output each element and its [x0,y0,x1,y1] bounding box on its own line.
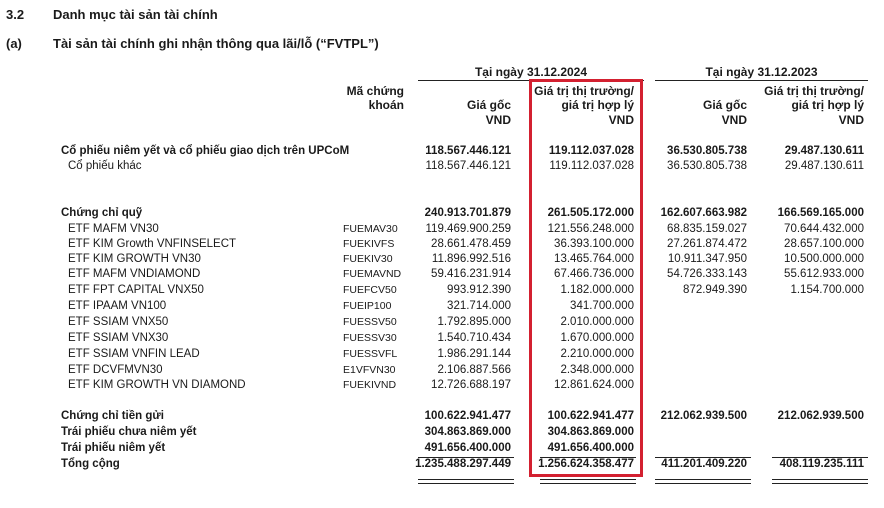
security-code: FUEMAV30 [343,223,398,235]
cost-2023: 54.726.333.143 [667,268,747,280]
cost-2024: 1.986.291.144 [437,348,511,360]
row-label: ETF DCVFMVN30 [68,364,163,376]
fair-value-2023: 1.154.700.000 [790,284,864,296]
cost-2024: 100.622.941.477 [424,410,511,422]
security-code: FUESSVFL [343,348,398,360]
cost-2024: 2.106.887.566 [437,364,511,376]
table-row-total [0,458,884,473]
row-label: ETF KIM GROWTH VN DIAMOND [68,379,246,391]
fair-value-2024: 119.112.037.028 [549,160,634,172]
table-row [0,364,884,379]
security-code: FUEIP100 [343,300,392,312]
fair-value-2024: 13.465.764.000 [554,253,634,265]
header-fv-2023-line1: Giá trị thị trường/ [764,84,864,98]
table-row [0,160,884,175]
table-row [0,238,884,253]
fair-value-2023: 10.500.000.000 [784,253,864,265]
security-code: FUEFCV50 [343,284,397,296]
cost-2024: 1.540.710.434 [437,332,511,344]
table-row [0,223,884,238]
row-label: ETF KIM Growth VNFINSELECT [68,238,237,250]
fair-value-2024: 261.505.172.000 [547,207,634,219]
row-label: Trái phiếu chưa niêm yết [61,426,197,438]
table-row [0,253,884,268]
cost-2024: 12.726.688.197 [431,379,511,391]
row-label: ETF MAFM VNDIAMOND [68,268,201,280]
table-row [0,426,884,441]
section-number: 3.2 [6,7,25,22]
fair-value-2023: 29.487.130.611 [784,145,864,157]
cost-2024: 1.792.895.000 [437,316,511,328]
row-label: ETF IPAAM VN100 [68,300,167,312]
fair-value-2024: 36.393.100.000 [554,238,634,250]
cost-2024: 304.863.869.000 [424,426,511,438]
section-title: Danh mục tài sản tài chính [53,7,218,22]
cost-2024: 240.913.701.879 [424,207,511,219]
fair-value-2023: 29.487.130.611 [784,160,864,172]
table-row [0,284,884,299]
fair-value-2024: 491.656.400.000 [547,442,634,454]
row-label: ETF SSIAM VNFIN LEAD [68,348,200,360]
cost-2023: 212.062.939.500 [660,410,747,422]
header-cost-2023-line2: VND [721,113,747,127]
cost-2024: 321.714.000 [447,300,511,312]
fair-value-2024: 100.622.941.477 [547,410,634,422]
cost-2023: 411.201.409.220 [661,458,747,470]
cost-2023: 27.261.874.472 [667,238,747,250]
fair-value-2023: 212.062.939.500 [777,410,864,422]
total-double-rule-fv-2023 [772,479,868,484]
row-label: Chứng chỉ tiền gửi [61,410,164,422]
cost-2024: 11.896.992.516 [431,253,511,265]
fair-value-2024: 304.863.869.000 [547,426,634,438]
cost-2024: 118.567.446.121 [425,145,511,157]
cost-2023: 872.949.390 [683,284,747,296]
fair-value-2024: 2.010.000.000 [560,316,634,328]
header-code-line2: khoán [368,98,404,112]
fair-value-2023: 408.119.235.111 [779,458,864,470]
security-code: FUEKIVFS [343,238,395,250]
row-label: ETF SSIAM VNX30 [68,332,169,344]
header-fv-2023-line3: VND [838,113,864,127]
table-row [0,145,884,160]
security-code: FUESSV50 [343,316,397,328]
fair-value-2023: 166.569.165.000 [777,207,864,219]
fair-value-2024: 119.112.037.028 [548,145,634,157]
header-date-2024: Tại ngày 31.12.2024 [474,65,588,79]
table-row [0,207,884,222]
total-double-rule-cost-2024 [418,479,514,484]
table-row [0,316,884,331]
security-code: FUEKIV30 [343,253,393,265]
table-row [0,410,884,425]
total-double-rule-cost-2023 [655,479,751,484]
cost-2023: 68.835.159.027 [667,223,747,235]
cost-2023: 10.911.347.950 [667,253,747,265]
security-code: E1VFVN30 [343,364,396,376]
header-cost-2023-line1: Giá gốc [702,98,747,112]
row-label: ETF KIM GROWTH VN30 [68,253,201,265]
table-row [0,268,884,283]
fair-value-2024: 12.861.624.000 [554,379,634,391]
fair-value-2024: 1.256.624.358.477 [538,458,634,470]
cost-2024: 118.567.446.121 [425,160,511,172]
fair-value-2024: 1.182.000.000 [560,284,634,296]
cost-2024: 993.912.390 [447,284,511,296]
fair-value-2024: 2.348.000.000 [560,364,634,376]
fair-value-2023: 28.657.100.000 [784,238,864,250]
header-date-2023: Tại ngày 31.12.2023 [705,65,818,79]
row-label: ETF MAFM VN30 [68,223,159,235]
table-row [0,348,884,363]
cost-2023: 36.530.805.738 [667,160,747,172]
header-cost-2024-line2: VND [485,113,511,127]
table-row [0,379,884,394]
security-code: FUEMAVND [343,268,402,280]
header-fv-2024-line3: VND [608,113,634,127]
fair-value-2024: 341.700.000 [570,300,634,312]
header-rule-2023 [655,80,868,81]
fair-value-2023: 55.612.933.000 [784,268,864,280]
row-label: ETF FPT CAPITAL VNX50 [68,284,204,296]
cost-2024: 119.469.900.259 [425,223,511,235]
security-code: FUEKIVND [343,379,397,391]
fair-value-2024: 67.466.736.000 [554,268,634,280]
fair-value-2024: 121.556.248.000 [547,223,634,235]
table-row [0,300,884,315]
fair-value-2024: 2.210.000.000 [560,348,634,360]
row-label: Cổ phiếu khác [68,160,142,172]
header-fv-2024-line2: giá trị hợp lý [561,98,634,112]
subsection-title: Tài sản tài chính ghi nhận thông qua lãi/lỗ (“FVTPL”) [53,36,379,51]
table-row [0,332,884,347]
subsection-letter: (a) [6,36,22,51]
row-label: Trái phiếu niêm yết [61,442,166,454]
cost-2024: 28.661.478.459 [431,238,511,250]
header-cost-2024-line1: Giá gốc [466,98,511,112]
fair-value-2024: 1.670.000.000 [560,332,634,344]
header-code-line1: Mã chứng [346,84,404,98]
row-label: Cổ phiếu niêm yết và cổ phiếu giao dịch trên UPCoM [61,145,350,157]
cost-2023: 162.607.663.982 [660,207,747,219]
security-code: FUESSV30 [343,332,397,344]
header-fv-2023-line2: giá trị hợp lý [791,98,864,112]
table-row [0,442,884,457]
cost-2024: 491.656.400.000 [424,442,511,454]
highlight-box [529,79,643,477]
row-label: Chứng chỉ quỹ [61,207,143,219]
cost-2024: 1.235.488.297.449 [415,458,511,470]
cost-2023: 36.530.805.738 [667,145,747,157]
total-double-rule-fv-2024 [540,479,636,484]
header-fv-2024-line1: Giá trị thị trường/ [534,84,634,98]
cost-2024: 59.416.231.914 [431,268,511,280]
row-label: Tổng cộng [61,458,120,470]
row-label: ETF SSIAM VNX50 [68,316,169,328]
fair-value-2023: 70.644.432.000 [784,223,864,235]
